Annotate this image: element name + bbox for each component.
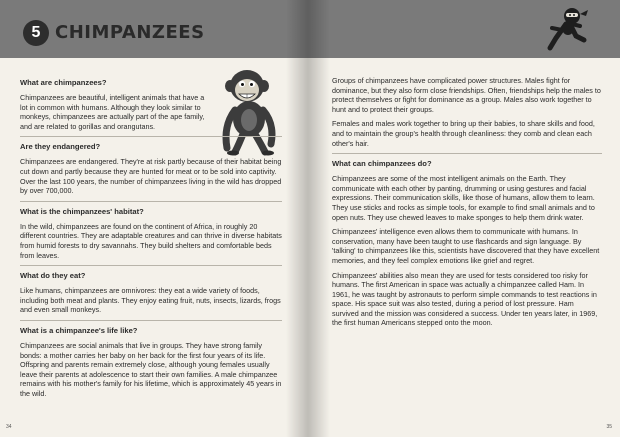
body-paragraph: Chimpanzees are some of the most intelligent animals on the Earth. They communicate with each other by panting, drumming or using gestures and facial expressions. Their communication skills, like those of humans, allow them to learn. They use sticks and rocks as simple tools, for example to find small animals and to open nuts. They use chewed leaves to make sponges to help them drink water. — [332, 174, 595, 222]
answer-paragraph: Chimpanzees are beautiful, intelligent animals that have a lot in common with humans. Although they look similar to monkeys, chimpanzees are actually part of the ape family, and are related to gorillas and orangutans. — [20, 93, 205, 131]
left-column — [20, 78, 282, 398]
chapter-title: CHIMPANZEES — [55, 22, 205, 43]
body-paragraph: Groups of chimpanzees have complicated power structures. Males fight for dominance, but they also form close friendships. Often, friendships help the males to protect themselves or fight for dominance as a group. Males also work together to hunt and to protect their groups. — [332, 76, 601, 114]
question-heading: What is the chimpanzees' habitat? — [20, 206, 144, 216]
divider — [20, 136, 282, 137]
right-page — [308, 0, 620, 437]
answer-paragraph: Like humans, chimpanzees are omnivores: they eat a wide variety of foods, including both meat and plants. They enjoy eating fruit, nuts, insects, lizards, frogs and even small monkeys. — [20, 286, 281, 315]
body-paragraph: Chimpanzees' intelligence even allows them to communicate with humans. In conservation, many have been taught to use flashcards and sign language. By 'talking' to chimpanzees like this, scientists have discovered that they have excellent memories, and they feel complex emotions like grief and regret. — [332, 227, 600, 265]
body-paragraph: Chimpanzees' abilities also mean they are used for tests considered too risky for humans. The first American in space was actually a chimpanzee called Ham. In 1961, he was taught by astronauts to perform simple commands to test reactions in space. His space suit was also tested, during a period of lost pressure. Ham survived and the mission was considered a success. Under ten years later, in 1969, the first human Americans stepped onto the moon. — [332, 270, 598, 328]
question-heading: What is a chimpanzee's life like? — [20, 325, 138, 335]
divider — [20, 201, 282, 202]
gutter-shadow — [286, 0, 308, 437]
question-heading: What can chimpanzees do? — [332, 159, 432, 169]
right-column — [332, 76, 602, 328]
page-number: 34 — [6, 424, 12, 430]
question-heading: Are they endangered? — [20, 142, 101, 152]
ninja-icon — [542, 4, 590, 54]
divider — [332, 153, 602, 154]
divider — [20, 320, 282, 321]
body-paragraph: Females and males work together to bring up their babies, to share skills and food, and to maintain the group's health through cleanliness: they comb and clean each other's hair. — [332, 119, 595, 148]
question-heading: What do they eat? — [20, 271, 86, 281]
divider — [20, 265, 282, 266]
page-number: 35 — [606, 424, 612, 430]
answer-paragraph: Chimpanzees are endangered. They're at risk partly because of their habitat being cut down and partly because they are hunted for meat or to be sold into captivity. Over the last 100 years, the number of chimpanzees living in the wild has dropped by over 700,000. — [20, 157, 282, 196]
left-page — [0, 0, 308, 437]
answer-paragraph: Chimpanzees are social animals that live in groups. They have strong family bonds: a mother carries her baby on her back for the first four years of its life. Offspring and parents remain extremely close, although young females usually leave their parents at adolescence to start their own families. A male chimpanzee remains with his mother's family for his lifetime, which is approximately 45 years in the wild. — [20, 340, 282, 398]
question-heading: What are chimpanzees? — [20, 78, 107, 87]
gutter-shadow — [308, 0, 330, 437]
answer-paragraph: In the wild, chimpanzees are found on the continent of Africa, in roughly 20 different countries. They are adaptable creatures and can thrive in diverse habitats from humid forests to dry savannahs. They build shelters and comfortable beds from leaves. — [20, 221, 282, 260]
chapter-number-badge: 5 — [23, 20, 49, 46]
